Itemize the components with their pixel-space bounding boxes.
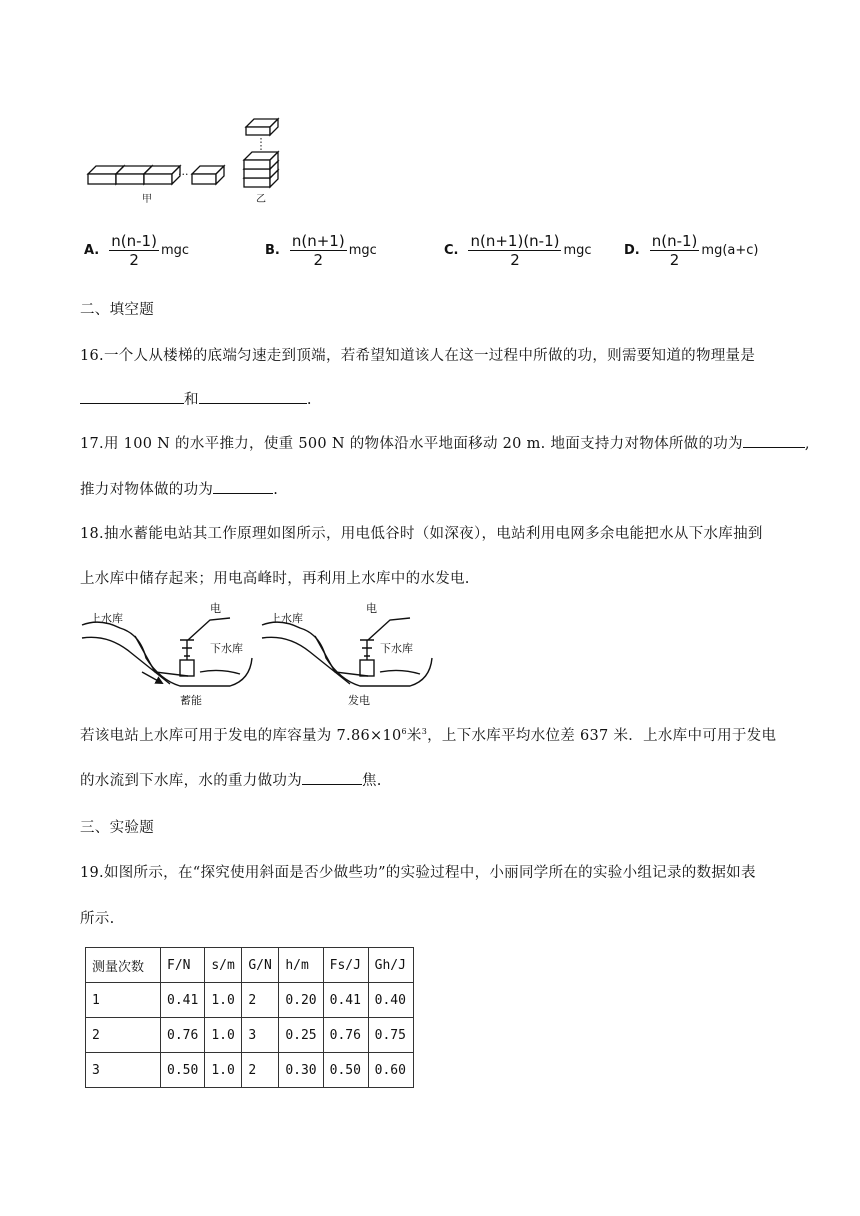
option-a: [84, 232, 189, 269]
table-cell: 0.50: [161, 1053, 205, 1088]
table-cell: 0.41: [161, 983, 205, 1018]
table-cell: 0.76: [323, 1018, 368, 1053]
question-18: 18.抽水蓄能电站其工作原理如图所示，用电低谷时（如深夜），电站利用电网多余电能把水从下水库抽到: [80, 526, 763, 542]
section-experiment-heading: 三、实验题: [80, 820, 154, 836]
table-cell: 2: [242, 983, 279, 1018]
table-cell: 3: [242, 1018, 279, 1053]
option-b: [265, 232, 377, 269]
dots-text: ···: [178, 168, 189, 181]
column-header: G/N: [242, 948, 279, 983]
caption-storage: 蓄能: [180, 694, 202, 707]
column-header: F/N: [161, 948, 205, 983]
question-18-line3: [80, 724, 776, 745]
section-fill-blank-heading: 二、填空题: [80, 302, 154, 318]
option-numerator: n(n+1): [291, 232, 345, 250]
column-header: Fs/J: [323, 948, 368, 983]
answer-blank[interactable]: [199, 389, 307, 404]
question-16-answer-line: [80, 388, 312, 409]
option-tail: mgc: [563, 243, 592, 258]
table-row: [86, 983, 414, 1018]
lower-reservoir-label: 下水库: [210, 642, 243, 655]
question-text: 的水流到下水库，水的重力做功为: [80, 773, 302, 789]
option-tail: mgc: [348, 243, 377, 258]
question-text: 17.用 100 N 的水平推力，使重 500 N 的物体沿水平地面移动 20 m. 地面支持力对物体所做的功为: [80, 436, 743, 452]
question-16: [80, 344, 755, 365]
table-cell: 1.0: [205, 983, 242, 1018]
pumped-storage-figure: [80, 600, 440, 710]
upper-reservoir-label: 上水库: [270, 612, 303, 625]
question-17: [80, 432, 810, 453]
upper-reservoir-label: 上水库: [90, 612, 123, 625]
table-row: [86, 1053, 414, 1088]
answer-blank[interactable]: [80, 389, 184, 404]
blocks-figure: [80, 110, 300, 210]
option-tail: mg(a+c): [701, 243, 759, 258]
table-cell: 0.30: [279, 1053, 323, 1088]
table-row: [86, 1018, 414, 1053]
table-cell: 0.40: [368, 983, 413, 1018]
punct: .: [273, 482, 279, 498]
table-cell: 1: [86, 983, 161, 1018]
electric-label: 电: [366, 602, 377, 615]
table-cell: 2: [86, 1018, 161, 1053]
option-label: C.: [444, 243, 459, 258]
table-cell: 0.75: [368, 1018, 413, 1053]
electric-label: 电: [210, 602, 221, 615]
column-header: h/m: [279, 948, 323, 983]
table-cell: 0.76: [161, 1018, 205, 1053]
question-text: ，上下水库平均水位差 637 米．上水库中可用于发电: [427, 728, 777, 744]
answer-blank[interactable]: [213, 479, 273, 494]
column-header: s/m: [205, 948, 242, 983]
table-header-row: [86, 948, 414, 983]
table-cell: 2: [242, 1053, 279, 1088]
table-cell: 0.25: [279, 1018, 323, 1053]
table-cell: 1.0: [205, 1018, 242, 1053]
and-text: 和: [184, 392, 199, 408]
question-18-line4: [80, 769, 382, 790]
label-jia: 甲: [142, 194, 152, 205]
table-cell: 0.60: [368, 1053, 413, 1088]
unit: 米: [406, 728, 422, 744]
question-17-line2: [80, 478, 278, 499]
option-numerator: n(n-1): [651, 232, 698, 250]
question-18-line2: 上水库中储存起来；用电高峰时，再利用上水库中的水发电.: [80, 571, 470, 587]
option-label: B.: [265, 243, 280, 258]
caption-generate: 发电: [348, 694, 370, 707]
lower-reservoir-label: 下水库: [380, 642, 413, 655]
option-label: D.: [624, 243, 640, 258]
answer-blank[interactable]: [743, 433, 805, 448]
option-denominator: 2: [510, 251, 520, 269]
option-numerator: n(n+1)(n-1): [470, 232, 560, 250]
option-denominator: 2: [313, 251, 324, 269]
table-cell: 0.20: [279, 983, 323, 1018]
option-d: [624, 232, 759, 269]
option-denominator: 2: [669, 251, 680, 269]
question-text: 若该电站上水库可用于发电的库容量为 7.86×10: [80, 728, 402, 744]
table-cell: 1.0: [205, 1053, 242, 1088]
data-table: [85, 947, 414, 1088]
label-yi: 乙: [256, 194, 266, 205]
exponent: 3: [421, 727, 428, 737]
option-tail: mgc: [160, 243, 190, 258]
option-c: [444, 232, 592, 269]
question-text: 推力对物体做的功为: [80, 482, 214, 498]
option-numerator: n(n-1): [111, 232, 157, 250]
question-text: 16.一个人从楼梯的底端匀速走到顶端，若希望知道该人在这一过程中所做的功，则需要知道的物理量是: [80, 348, 756, 364]
exponent: 6: [401, 727, 407, 737]
table-cell: 3: [86, 1053, 161, 1088]
answer-blank[interactable]: [302, 770, 362, 785]
column-header: Gh/J: [368, 948, 413, 983]
table-cell: 0.50: [323, 1053, 368, 1088]
question-19-line2: 所示.: [80, 911, 115, 927]
punct: ,: [804, 436, 810, 452]
column-header: 测量次数: [86, 948, 161, 983]
table-cell: 0.41: [323, 983, 368, 1018]
unit: 焦.: [362, 773, 382, 789]
end-text: .: [306, 392, 312, 408]
option-label: A.: [84, 243, 100, 258]
option-denominator: 2: [129, 251, 139, 269]
question-19: 19.如图所示，在“探究使用斜面是否少做些功”的实验过程中，小丽同学所在的实验小组记录的数据如表: [80, 865, 756, 881]
